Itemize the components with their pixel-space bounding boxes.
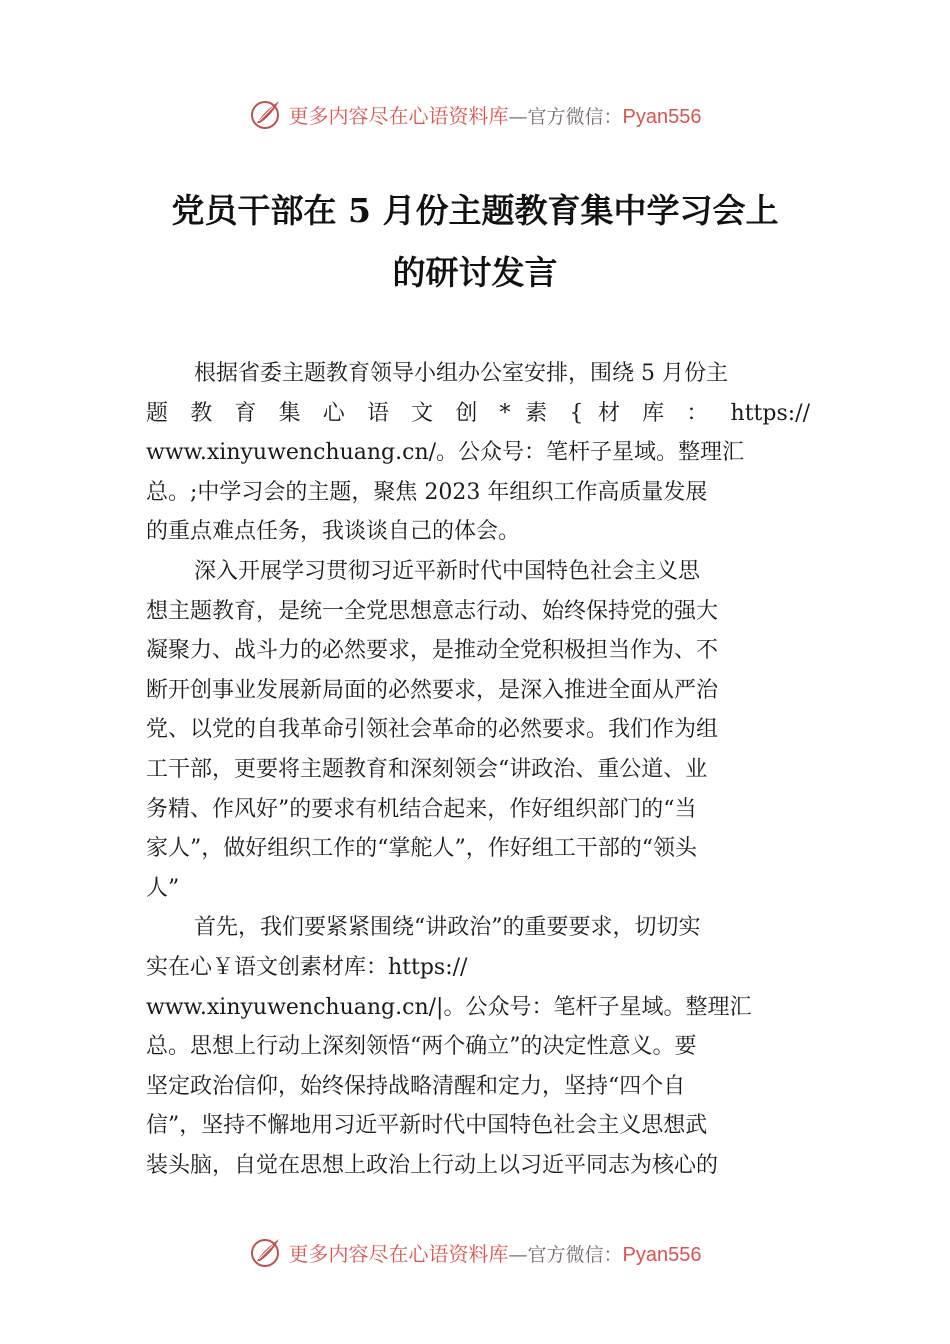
banner-dash: — [508,1243,528,1266]
text-line: 工干部，更要将主题教育和深刻领会“讲政治、重公道、业 [146,756,708,782]
banner-lead: 更多内容尽在心语资料库 [288,103,509,128]
text-line: 坚定政治信仰，始终保持战略清醒和定力，坚持“四个自 [146,1073,686,1099]
text-line: 根据省委主题教育领导小组办公室安排，围绕 5 月份主 [194,361,728,386]
paragraph-1 [146,354,810,552]
text-line: 凝聚力、战斗力的必然要求，是推动全党积极担当作为、不 [146,638,719,664]
paragraph-2 [146,552,810,908]
text-line: 人” [146,875,180,901]
banner-dash: — [508,105,528,128]
text-line: 家人”，做好组织工作的“掌舵人”，作好组工干部的“领头 [146,836,697,862]
text-line: 总。思想上行动上深刻领悟“两个确立”的决定性意义。要 [146,1034,697,1060]
header-banner [0,94,950,134]
banner-wechat-id: Pyan556 [622,105,702,128]
text-line: 总。;中学习会的主题，聚焦 2023 年组织工作高质量发展 [146,479,708,505]
paragraph-3 [146,908,810,1185]
banner-official: 官方微信： [527,105,623,128]
text-line: 信”，坚持不懈地用习近平新时代中国特色社会主义思想武 [146,1113,708,1139]
text-line: 深入开展学习贯彻习近平新时代中国特色社会主义思 [194,558,701,584]
text-line: 务精、作风好”的要求有机结合起来，作好组织部门的“当 [146,796,697,822]
text-line: 实在心￥语文创素材库：https:// [146,954,468,980]
text-line: 党、以党的自我革命引领社会革命的必然要求。我们作为组 [146,717,719,743]
text-line: 首先，我们要紧紧围绕“讲政治”的重要要求，切切实 [194,915,701,941]
text-line: www.xinyuwenchuang.cn/。公众号：笔杆子星域。整理汇 [146,440,745,466]
text-line: 题 教 育 集 心 语 文 创 * 素 { 材 库 ： https:// [146,400,810,426]
text-line: 断开创事业发展新局面的必然要求，是深入推进全面从严治 [146,677,719,703]
title-line-1: 党员干部在 5 月份主题教育集中学习会上 [171,191,779,230]
footer-banner [0,1232,950,1272]
banner-official: 官方微信： [527,1243,623,1266]
banner-lead: 更多内容尽在心语资料库 [288,1241,509,1266]
quill-logo-icon [249,1235,283,1269]
text-line: 的重点难点任务，我谈谈自己的体会。 [146,519,521,545]
quill-logo-icon [249,97,283,131]
banner-text [289,100,702,129]
text-line: www.xinyuwenchuang.cn/|。公众号：笔杆子星域。整理汇 [146,994,752,1020]
text-line: 想主题教育，是统一全党思想意志行动、始终保持党的强大 [146,598,719,624]
banner-text [289,1238,702,1267]
document-title [0,180,950,304]
title-line-2: 的研讨发言 [392,253,558,292]
banner-wechat-id: Pyan556 [622,1243,702,1266]
document-body [146,354,810,1185]
text-line: 装头脑，自觉在思想上政治上行动上以习近平同志为核心的 [146,1152,719,1178]
